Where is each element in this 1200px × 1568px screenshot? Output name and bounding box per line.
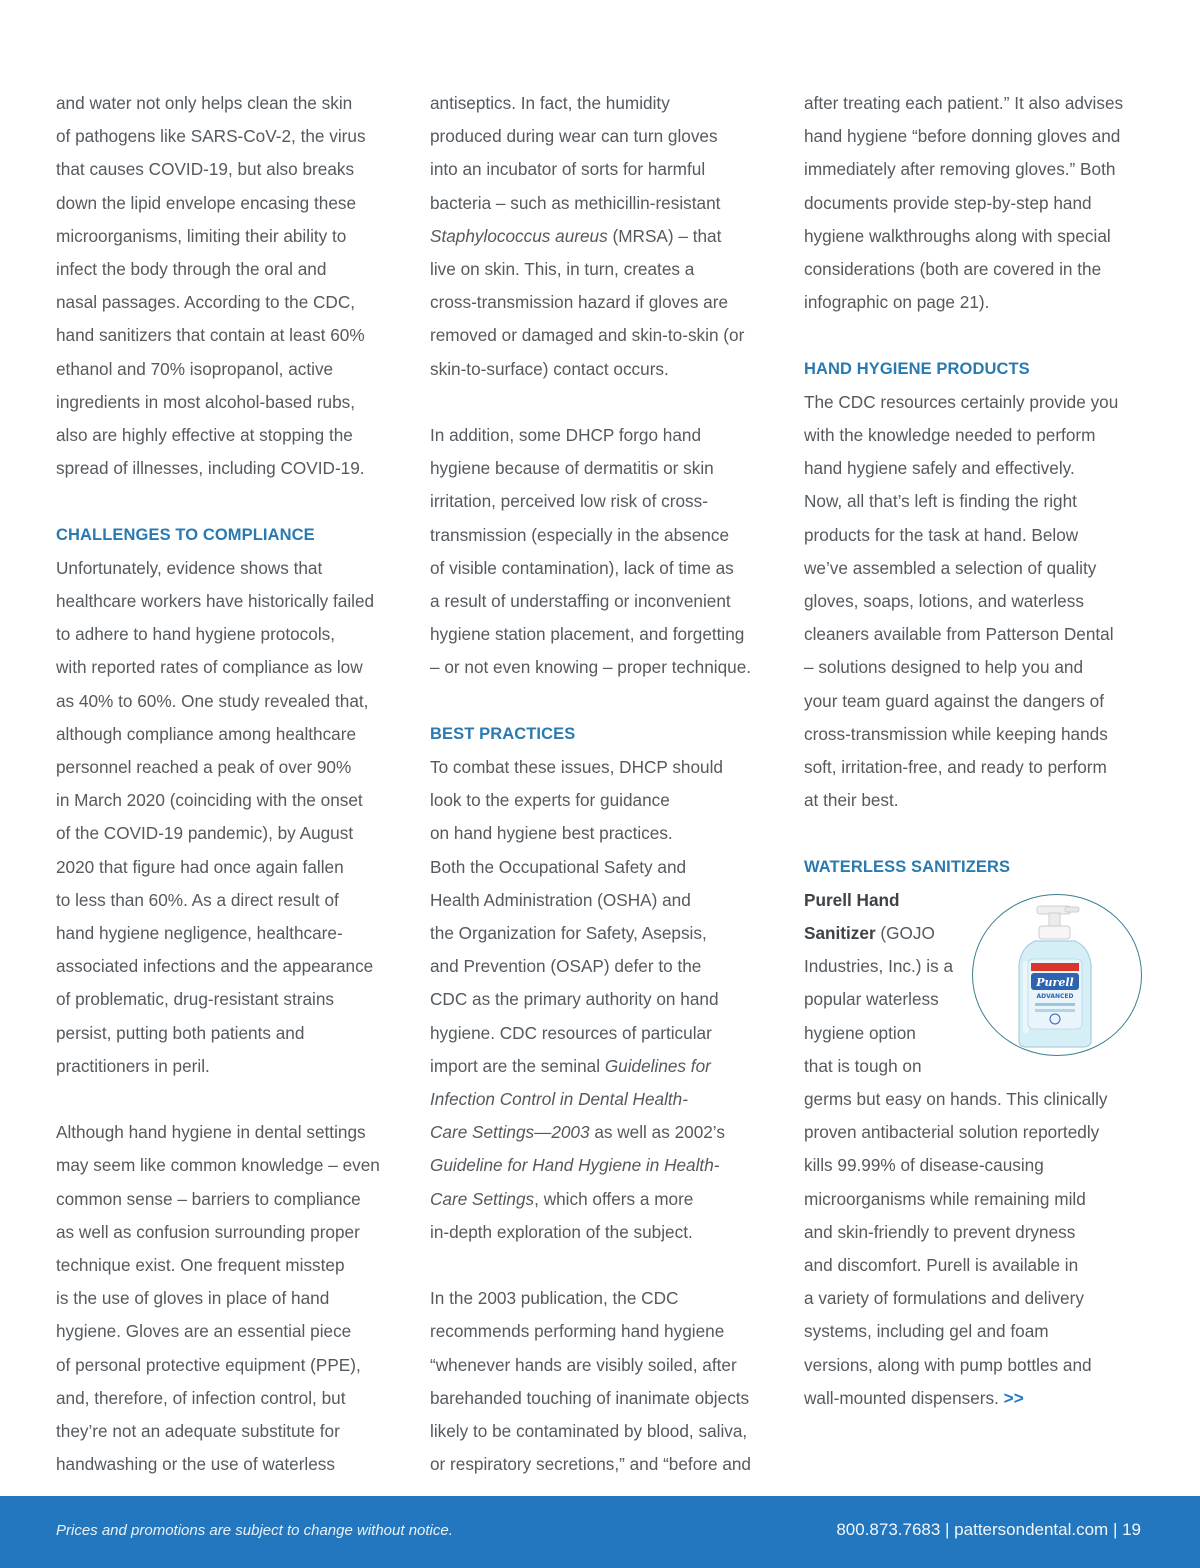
paragraph-products-intro [804, 386, 1149, 818]
text-line: proven antibacterial solution reportedly [804, 1122, 1100, 1143]
heading-challenges-to-compliance: CHALLENGES TO COMPLIANCE [56, 525, 315, 544]
text-line: live on skin. This, in turn, creates a [430, 259, 695, 280]
heading-waterless-sanitizers: WATERLESS SANITIZERS [804, 857, 1011, 876]
text-line: likely to be contaminated by blood, saliva, [430, 1421, 748, 1442]
column-3 [804, 87, 1149, 1415]
text-line: irritation, perceived low risk of cross- [430, 491, 708, 512]
text-line: hygiene station placement, and forgetting [430, 624, 745, 645]
paragraph-2003-publication [430, 1282, 790, 1481]
text-line: In addition, some DHCP forgo hand [430, 425, 702, 446]
text-line: Unfortunately, evidence shows that [56, 557, 323, 578]
footer-contact-page-number: 800.873.7683 | pattersondental.com | 19 [836, 1520, 1141, 1539]
text-line: and, therefore, of infection control, but [56, 1387, 346, 1408]
text-line: hygiene walkthroughs along with special [804, 225, 1111, 246]
text-line: Although hand hygiene in dental settings [56, 1122, 366, 1143]
text-line: of pathogens like SARS-CoV-2, the virus [56, 126, 366, 147]
italic-staphylococcus: Staphylococcus aureus [430, 225, 608, 246]
text-line: healthcare workers have historically failed [56, 591, 375, 612]
text-line: of problematic, drug-resistant strains [56, 989, 334, 1010]
text-line: removed or damaged and skin-to-skin (or [430, 325, 745, 346]
text-line: CDC as the primary authority on hand [430, 989, 719, 1010]
text-line: also are highly effective at stopping the [56, 425, 353, 446]
text-line: after treating each patient.” It also advises [804, 93, 1124, 113]
text-line: of personal protective equipment (PPE), [56, 1354, 361, 1375]
text-line: systems, including gel and foam [804, 1321, 1049, 1342]
text-line: skin-to-surface) contact occurs. [430, 358, 669, 379]
text-line: and Prevention (OSAP) defer to the [430, 956, 702, 977]
text-line: at their best. [804, 790, 899, 811]
text-line: look to the experts for guidance [430, 790, 670, 811]
text-line: nasal passages. According to the CDC, [56, 292, 356, 313]
text-line: hygiene option [804, 1022, 916, 1043]
text-line: considerations (both are covered in the [804, 259, 1102, 280]
text-line: persist, putting both patients and [56, 1022, 305, 1043]
text-line: popular waterless [804, 989, 939, 1010]
text-line: barehanded touching of inanimate objects [430, 1387, 750, 1408]
text-line: produced during wear can turn gloves [430, 126, 718, 147]
text-line: Now, all that’s left is finding the right [804, 491, 1077, 512]
footer-disclaimer: Prices and promotions are subject to change without notice. [56, 1522, 453, 1539]
text-line: although compliance among healthcare [56, 723, 357, 744]
paragraph-compliance-rates [56, 552, 416, 1083]
text-line: cross-transmission hazard if gloves are [430, 292, 729, 313]
paragraph-best-practices: To combat these issues, DHCP should look to the experts for guidance on hand hygiene best practices. Both the Occupational Safety and Health Administration (OSHA) and the Organization for Safety, Asepsis, and Prevention (OSAP) defer to the CDC as the primary authority on hand hygiene. CDC resources of particular import are the seminal Guidelines for Infection Control in Dental Health- Care Settings—2003 as well as 2002’s Guideline for Hand Hygiene in Health- Care Settings, which offers a more in-depth exploration of the subject. [430, 751, 790, 1249]
text-line: immediately after removing gloves.” Both [804, 159, 1116, 180]
text-line: – or not even knowing – proper technique. [430, 657, 752, 678]
text-line: that causes COVID-19, but also breaks [56, 159, 355, 180]
text-line: hygiene. Gloves are an essential piece [56, 1321, 352, 1342]
text-line: microorganisms, limiting their ability to [56, 225, 347, 246]
text-line: antiseptics. In fact, the humidity [430, 93, 670, 113]
text-line: recommends performing hand hygiene [430, 1321, 725, 1342]
continue-arrow[interactable]: >> [1003, 1387, 1024, 1408]
text-line: hygiene. CDC resources of particular [430, 1022, 712, 1043]
text-line: – solutions designed to help you and [804, 657, 1084, 678]
bottle-brand-label: Purell [1036, 976, 1074, 989]
text-line: the Organization for Safety, Asepsis, [430, 923, 707, 944]
heading-hand-hygiene-products: HAND HYGIENE PRODUCTS [804, 359, 1030, 378]
paragraph-dhcp-forgo-hygiene [430, 419, 790, 685]
text-line: your team guard against the dangers of [804, 690, 1105, 711]
text-line: and skin-friendly to prevent dryness [804, 1221, 1076, 1242]
text-line: as well as confusion surrounding proper [56, 1221, 360, 1242]
text-line: to less than 60%. As a direct result of [56, 889, 339, 910]
text-line: they’re not an adequate substitute for [56, 1421, 340, 1442]
text-line: “whenever hands are visibly soiled, after [430, 1354, 737, 1375]
purell-product-image [972, 894, 1142, 1056]
text-line: associated infections and the appearance [56, 956, 374, 977]
text-line: a variety of formulations and delivery [804, 1288, 1084, 1309]
text-line: handwashing or the use of waterless [56, 1454, 335, 1475]
text-line: into an incubator of sorts for harmful [430, 159, 706, 180]
paragraph-cdc-advises [804, 87, 1149, 319]
text-line: The CDC resources certainly provide you [804, 391, 1119, 412]
text-line: or respiratory secretions,” and “before and [430, 1454, 751, 1475]
text-line: hand hygiene safely and effectively. [804, 458, 1075, 479]
text-line: in March 2020 (coinciding with the onset [56, 790, 363, 811]
text-line: of visible contamination), lack of time as [430, 557, 734, 578]
column-1 [56, 87, 416, 1482]
text-line: on hand hygiene best practices. [430, 823, 673, 844]
text-line: common sense – barriers to compliance [56, 1188, 361, 1209]
text-line: 2020 that figure had once again fallen [56, 856, 344, 877]
text-line: hygiene because of dermatitis or skin [430, 458, 714, 479]
hand-sanitizer-bottle-icon [973, 895, 1141, 1055]
text-line: Industries, Inc.) is a [804, 956, 954, 977]
bottle-sub-label: ADVANCED [1036, 993, 1074, 1000]
text-line: infographic on page 21). [804, 292, 990, 313]
text-line: with reported rates of compliance as low [56, 657, 363, 678]
text-line: cross-transmission while keeping hands [804, 723, 1108, 744]
text-line: soft, irritation-free, and ready to perform [804, 757, 1107, 778]
text-line: spread of illnesses, including COVID-19. [56, 458, 365, 479]
product-name: Purell Hand [804, 889, 900, 910]
text-line: Both the Occupational Safety and [430, 856, 687, 877]
text-line: gloves, soaps, lotions, and waterless [804, 591, 1084, 612]
text-line: ethanol and 70% isopropanol, active [56, 358, 334, 379]
text-line: versions, along with pump bottles and [804, 1354, 1092, 1375]
text-line: bacteria – such as methicillin-resistant [430, 192, 721, 213]
text-line: documents provide step-by-step hand [804, 192, 1092, 213]
text-line: infect the body through the oral and [56, 259, 327, 280]
text-line: microorganisms while remaining mild [804, 1188, 1086, 1209]
text-line: kills 99.99% of disease-causing [804, 1155, 1044, 1176]
text-line: practitioners in peril. [56, 1055, 210, 1076]
text-line: that is tough on [804, 1055, 922, 1076]
text-line: products for the task at hand. Below [804, 524, 1079, 545]
text-line: of the COVID-19 pandemic), by August [56, 823, 354, 844]
heading-best-practices: BEST PRACTICES [430, 724, 576, 743]
text-line: is the use of gloves in place of hand [56, 1288, 330, 1309]
paragraph-hand-sanitizer-intro [56, 87, 416, 485]
paragraph-purell: Purell Hand Sanitizer (GOJO Industries, Inc.) is a popular waterless hygiene option that is tough on germs but easy on hands. This clinically proven antibacterial solution reportedly kills 99.99% of disease-causing microorganisms while remaining mild and skin-friendly to prevent dryness and discomfort. Purell is available in a variety of formulations and delivery systems, including gel and foam versions, along with pump bottles and wall-mounted dispensers. >> [804, 884, 1149, 1415]
footer-bar [0, 1496, 1200, 1568]
column-2 [430, 87, 790, 1481]
text-line: ingredients in most alcohol-based rubs, [56, 391, 356, 412]
text-line: hand sanitizers that contain at least 60% [56, 325, 365, 346]
text-line: To combat these issues, DHCP should [430, 757, 723, 778]
text-line: and water not only helps clean the skin [56, 93, 353, 113]
text-line: and discomfort. Purell is available in [804, 1255, 1079, 1276]
text-line: Health Administration (OSHA) and [430, 889, 691, 910]
text-line: with the knowledge needed to perform [804, 425, 1096, 446]
text-line: cleaners available from Patterson Dental [804, 624, 1114, 645]
text-line: as 40% to 60%. One study revealed that, [56, 690, 369, 711]
paragraph-gloves-humidity: antiseptics. In fact, the humidity produced during wear can turn gloves into an incubator of sorts for harmful bacteria – such as methicillin-resistant Staphylococcus aureus (MRSA) – that live on skin. This, in turn, creates a cross-transmission hazard if gloves are removed or damaged and skin-to-skin (or skin-to-surface) contact occurs. [430, 87, 790, 386]
text-line: germs but easy on hands. This clinically [804, 1089, 1108, 1110]
paragraph-barriers-to-compliance [56, 1116, 416, 1481]
text-line: down the lipid envelope encasing these [56, 192, 357, 213]
text-line: In the 2003 publication, the CDC [430, 1288, 679, 1309]
text-line: transmission (especially in the absence [430, 524, 730, 545]
text-line: may seem like common knowledge – even [56, 1155, 380, 1176]
text-line: we’ve assembled a selection of quality [804, 557, 1097, 578]
text-line: to adhere to hand hygiene protocols, [56, 624, 336, 645]
text-line: a result of understaffing or inconvenient [430, 591, 731, 612]
text-line: personnel reached a peak of over 90% [56, 757, 352, 778]
text-line: technique exist. One frequent misstep [56, 1255, 345, 1276]
text-line: hand hygiene negligence, healthcare- [56, 923, 343, 944]
text-line: hand hygiene “before donning gloves and [804, 126, 1121, 147]
